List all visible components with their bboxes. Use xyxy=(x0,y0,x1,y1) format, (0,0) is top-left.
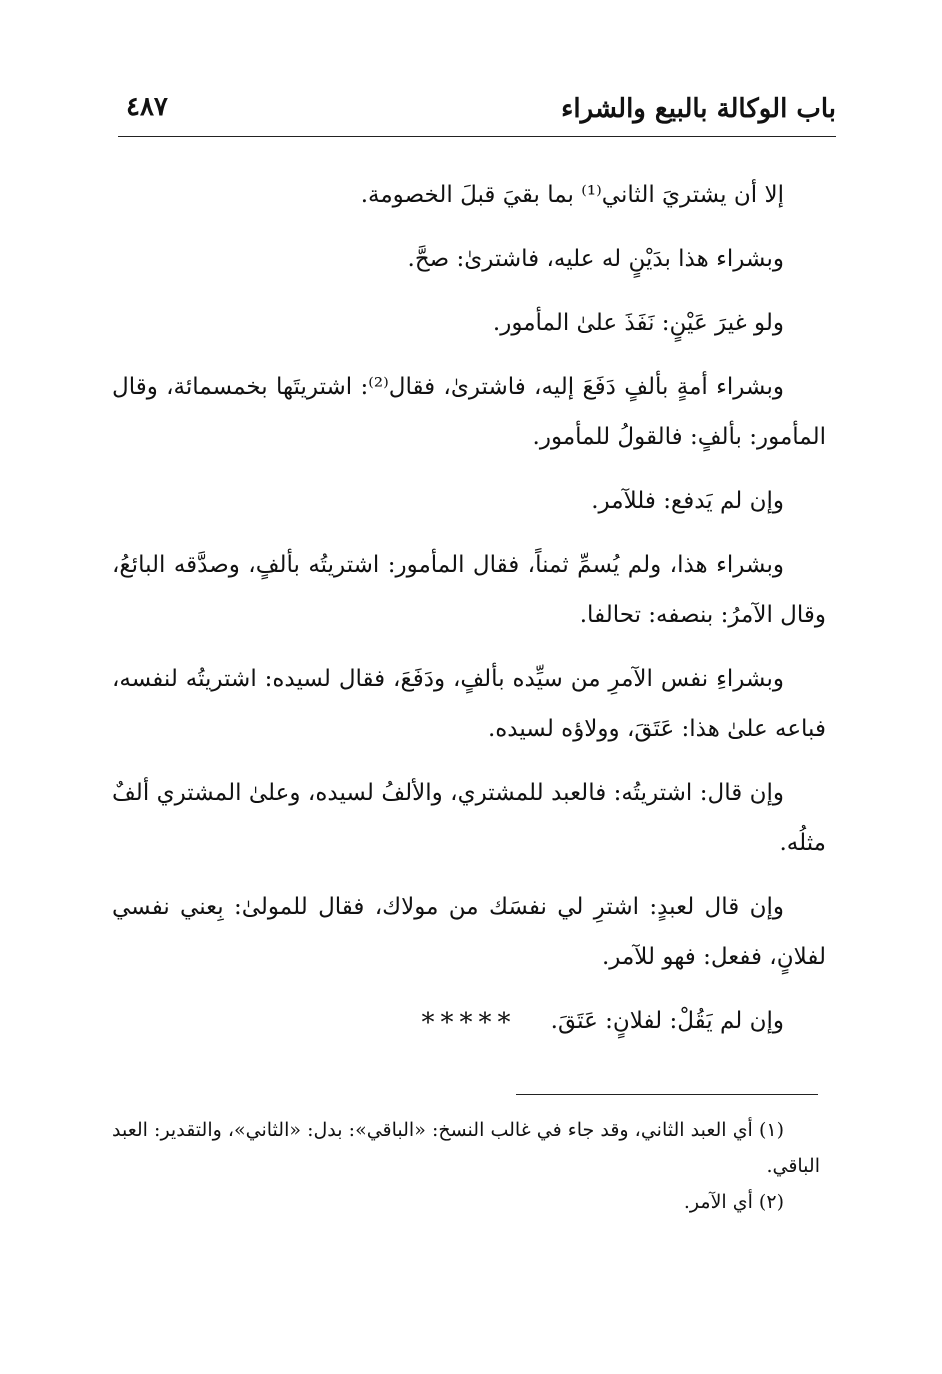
footnote-divider xyxy=(516,1094,818,1095)
paragraph-10: وإن لم يَقُلْ: لفلانٍ: عَتَقَ. xyxy=(550,1008,784,1034)
running-header xyxy=(118,86,836,137)
footnote-2: (٢) أي الآمر. xyxy=(683,1191,784,1213)
paragraph-1: إلا أن يشتريَ الثاني⁽¹⁾ بما بقيَ قبلَ الخصومة. xyxy=(360,182,784,208)
chapter-title: باب الوكالة بالبيع والشراء xyxy=(561,94,836,124)
main-text xyxy=(112,170,826,1060)
paragraph-5: وإن لم يَدفع: فللآمر. xyxy=(591,488,784,514)
paragraph-3: ولو غيرَ عَيْنٍ: نَفَذَ علىٰ المأمور. xyxy=(492,310,784,336)
paragraph-4: وبشراء أمةٍ بألفٍ دَفَعَ إليه، فاشترىٰ، فقال⁽²⁾: اشتريتَها بخمسمائة، وقال المأمور: بألفٍ: فالقولُ للمأمور. xyxy=(112,374,826,450)
paragraph-8: وإن قال: اشتريتُه: فالعبد للمشتري، والألفُ لسيده، وعلىٰ المشتري ألفٌ مثلُه. xyxy=(112,780,826,856)
footnote-1: (١) أي العبد الثاني، وقد جاء في غالب النسخ: «الباقي»: بدل: «الثاني»، والتقدير: العبد الباقي. xyxy=(112,1119,820,1177)
page-number: ٤٨٧ xyxy=(126,92,168,122)
footnotes xyxy=(112,1112,820,1220)
section-separator: ***** xyxy=(421,1008,517,1038)
paragraph-6: وبشراء هذا، ولم يُسمِّ ثمناً، فقال المأمور: اشتريتُه بألفٍ، وصدَّقه البائعُ، وقال الآمرُ: بنصفه: تحالفا. xyxy=(112,552,826,628)
paragraph-7: وبشراءِ نفس الآمرِ من سيِّده بألفٍ، ودَفَعَ، فقال لسيده: اشتريتُه لنفسه، فباعه علىٰ هذا: عَتَقَ، وولاؤه لسيده. xyxy=(112,666,826,742)
paragraph-9: وإن قال لعبدٍ: اشترِ لي نفسَك من مولاك، فقال للمولىٰ: بِعني نفسي لفلانٍ، ففعل: فهو للآمر. xyxy=(112,894,826,970)
paragraph-2: وبشراء هذا بدَيْنٍ له عليه، فاشترىٰ: صحَّ. xyxy=(407,246,784,272)
